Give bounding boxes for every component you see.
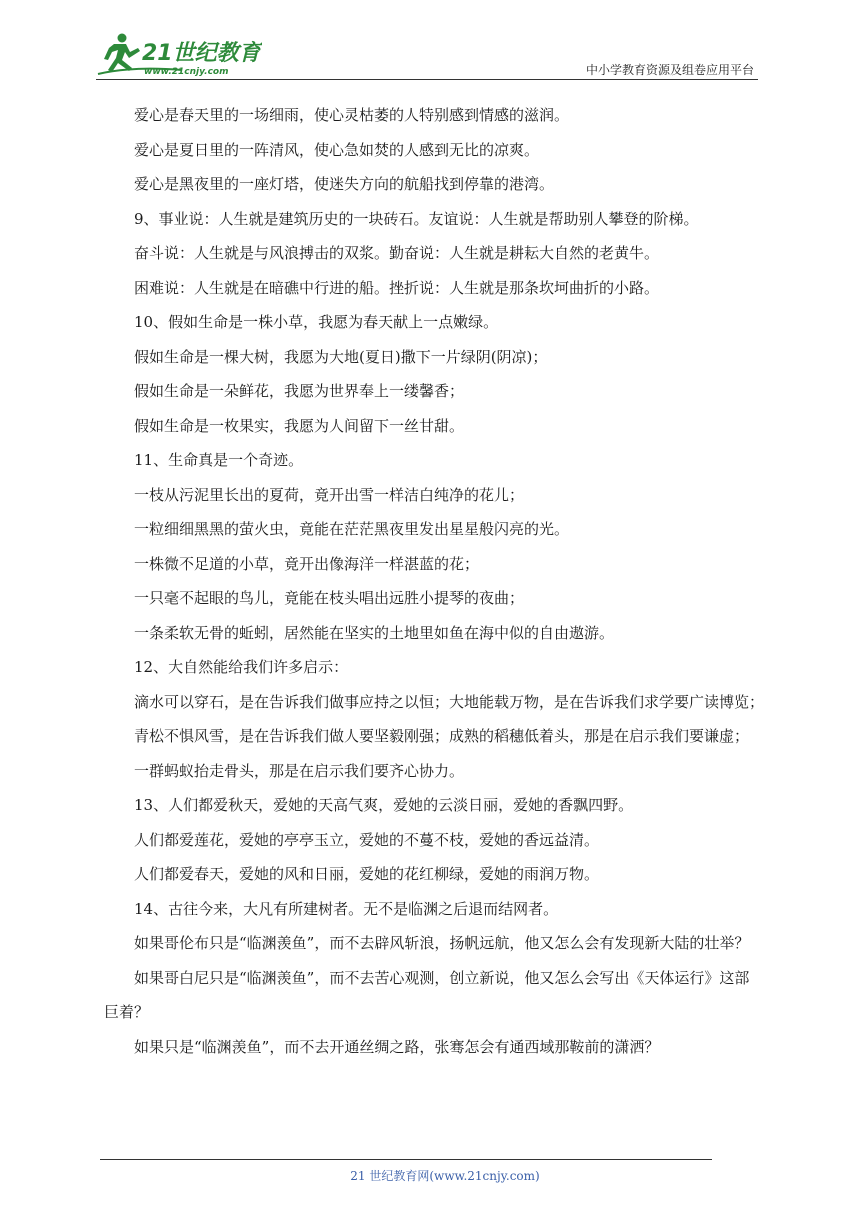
paragraph: 奋斗说：人生就是与风浪搏击的双浆。勤奋说：人生就是耕耘大自然的老黄牛。 [134, 244, 660, 262]
paragraph: 一群蚂蚁抬走骨头，那是在启示我们要齐心协力。 [134, 761, 465, 780]
paragraph: 如果哥伦布只是“临渊羡鱼”，而不去辟风斩浪，扬帆远航，他又怎么会有发现新大陆的壮举？ [134, 934, 750, 952]
page-footer [0, 1167, 860, 1184]
paragraph: 如果只是“临渊羡鱼”，而不去开通丝绸之路，张骞怎会有通西域那鞍前的潇洒？ [134, 1037, 660, 1056]
paragraph: 一粒细细黑黑的萤火虫，竟能在茫茫黑夜里发出星星般闪亮的光。 [134, 520, 570, 538]
paragraph: 爱心是黑夜里的一座灯塔，使迷失方向的航船找到停靠的港湾。 [134, 175, 555, 193]
paragraph: 爱心是夏日里的一阵清风，使心急如焚的人感到无比的凉爽。 [134, 140, 540, 159]
paragraph: 人们都爱春天，爱她的风和日丽，爱她的花红柳绿，爱她的雨润万物。 [134, 865, 600, 883]
paragraph: 一条柔软无骨的蚯蚓，居然能在坚实的土地里如鱼在海中似的自由遨游。 [134, 623, 615, 642]
document-body [104, 98, 764, 1064]
paragraph: 困难说：人生就是在暗礁中行进的船。挫折说：人生就是那条坎坷曲折的小路。 [134, 278, 660, 297]
paragraph: 一只毫不起眼的鸟儿，竟能在枝头唱出远胜小提琴的夜曲； [134, 589, 525, 607]
header-tagline: 中小学教育资源及组卷应用平台 [585, 63, 754, 77]
paragraph: 假如生命是一枚果实，我愿为人间留下一丝甘甜。 [134, 416, 465, 435]
page-header [0, 0, 860, 90]
paragraph: 13、人们都爱秋天，爱她的天高气爽，爱她的云淡日丽，爱她的香飘四野。 [134, 796, 634, 814]
site-logo [92, 30, 262, 78]
footer-text[interactable]: 21 世纪教育网(www.21cnjy.com) [350, 1169, 540, 1183]
paragraph: 一枝从污泥里长出的夏荷，竟开出雪一样洁白纯净的花儿； [134, 485, 525, 504]
paragraph: 爱心是春天里的一场细雨，使心灵枯萎的人特别感到情感的滋润。 [134, 106, 570, 124]
runner-icon [104, 34, 140, 73]
paragraph: 假如生命是一朵鲜花，我愿为世界奉上一缕馨香； [134, 382, 465, 400]
paragraph: 11、生命真是一个奇迹。 [134, 451, 304, 469]
paragraph: 12、大自然能给我们许多启示： [134, 658, 349, 676]
footer-divider [100, 1159, 712, 1160]
paragraph: 滴水可以穿石，是在告诉我们做事应持之以恒；大地能载万物，是在告诉我们求学要广读博览； [134, 692, 765, 711]
paragraph: 一株微不足道的小草，竟开出像海洋一样湛蓝的花； [134, 554, 480, 573]
paragraph: 假如生命是一棵大树，我愿为大地(夏日)撒下一片绿阴(阴凉)； [134, 347, 548, 366]
logo-text: 21世纪教育 [142, 41, 261, 66]
paragraph: 10、假如生命是一株小草，我愿为春天献上一点嫩绿。 [134, 313, 499, 331]
logo-url: www.21cnjy.com [144, 67, 229, 77]
paragraph: 人们都爱莲花，爱她的亭亭玉立，爱她的不蔓不枝，爱她的香远益清。 [134, 830, 600, 849]
header-divider [96, 79, 758, 80]
paragraph: 如果哥白尼只是“临渊羡鱼”，而不去苦心观测，创立新说，他又怎么会写出《天体运行》这部巨着？ [104, 968, 750, 1021]
paragraph: 青松不惧风雪，是在告诉我们做人要坚毅刚强；成熟的稻穗低着头，那是在启示我们要谦虚； [134, 727, 750, 745]
paragraph: 9、事业说：人生就是建筑历史的一块砖石。友谊说：人生就是帮助别人攀登的阶梯。 [134, 209, 699, 228]
paragraph: 14、古往今来，大凡有所建树者。无不是临渊之后退而结网者。 [134, 899, 559, 918]
